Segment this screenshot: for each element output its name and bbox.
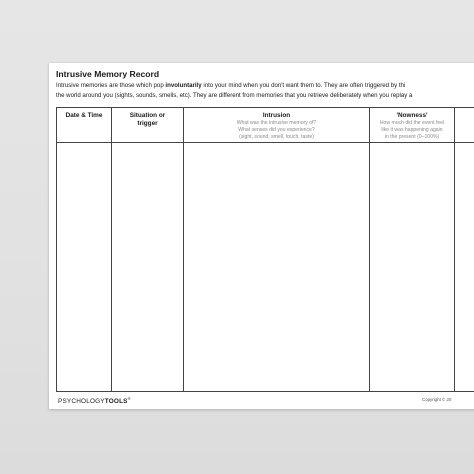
- column-subheader-intrusion: [184, 120, 369, 141]
- copyright-notice: Copyright © 20: [422, 397, 452, 402]
- registered-mark: ®: [127, 396, 131, 401]
- record-table: [56, 107, 474, 392]
- psychology-tools-logo: [58, 396, 131, 405]
- column-nowness[interactable]: [370, 108, 455, 391]
- intro-line-1-start: Intrusive memories are those which pop: [56, 82, 166, 89]
- intro-emphasis: involuntarily: [165, 82, 202, 89]
- logo-text-tools: TOOLS: [104, 398, 128, 406]
- intrusion-prompt-2: What senses did you experience?: [238, 127, 315, 133]
- intrusion-prompt-1: What was the intrusive memory of?: [236, 120, 317, 126]
- column-header-situation-line1: Situation or: [129, 112, 166, 119]
- intrusion-prompt-3: (sight, sound, smell, touch, taste): [239, 134, 314, 140]
- nowness-prompt-2: like it was happening again: [381, 127, 443, 133]
- column-situation[interactable]: [112, 108, 184, 391]
- intro-line-1-end: into your mind when you don't want them to. They are often triggered by thi: [201, 82, 406, 89]
- logo-text-psychology: PSYCHOLOGY: [58, 398, 105, 406]
- column-header-situation: [112, 112, 183, 128]
- worksheet-title: Intrusive Memory Record: [56, 69, 160, 79]
- column-header-nowness: 'Nowness': [396, 112, 428, 119]
- column-subheader-nowness: [370, 120, 454, 141]
- column-header-situation-line2: trigger: [137, 120, 158, 127]
- intro-paragraph: [56, 81, 474, 101]
- column-date-time[interactable]: [57, 108, 112, 391]
- intro-line-2: the world around you (sights, sounds, smells, etc). They are different from memories that you retrieve deliberately when you replay a: [56, 92, 413, 99]
- column-intrusion[interactable]: [184, 108, 370, 391]
- intro-line-1: [56, 81, 474, 91]
- worksheet-page: [49, 63, 474, 409]
- column-header-intrusion: Intrusion: [262, 112, 291, 119]
- column-cutoff[interactable]: [455, 108, 474, 391]
- nowness-prompt-1: How much did the event feel: [379, 120, 445, 126]
- column-header-date-time: Date & Time: [65, 112, 103, 119]
- nowness-prompt-3: in the present (0–100%): [384, 134, 440, 140]
